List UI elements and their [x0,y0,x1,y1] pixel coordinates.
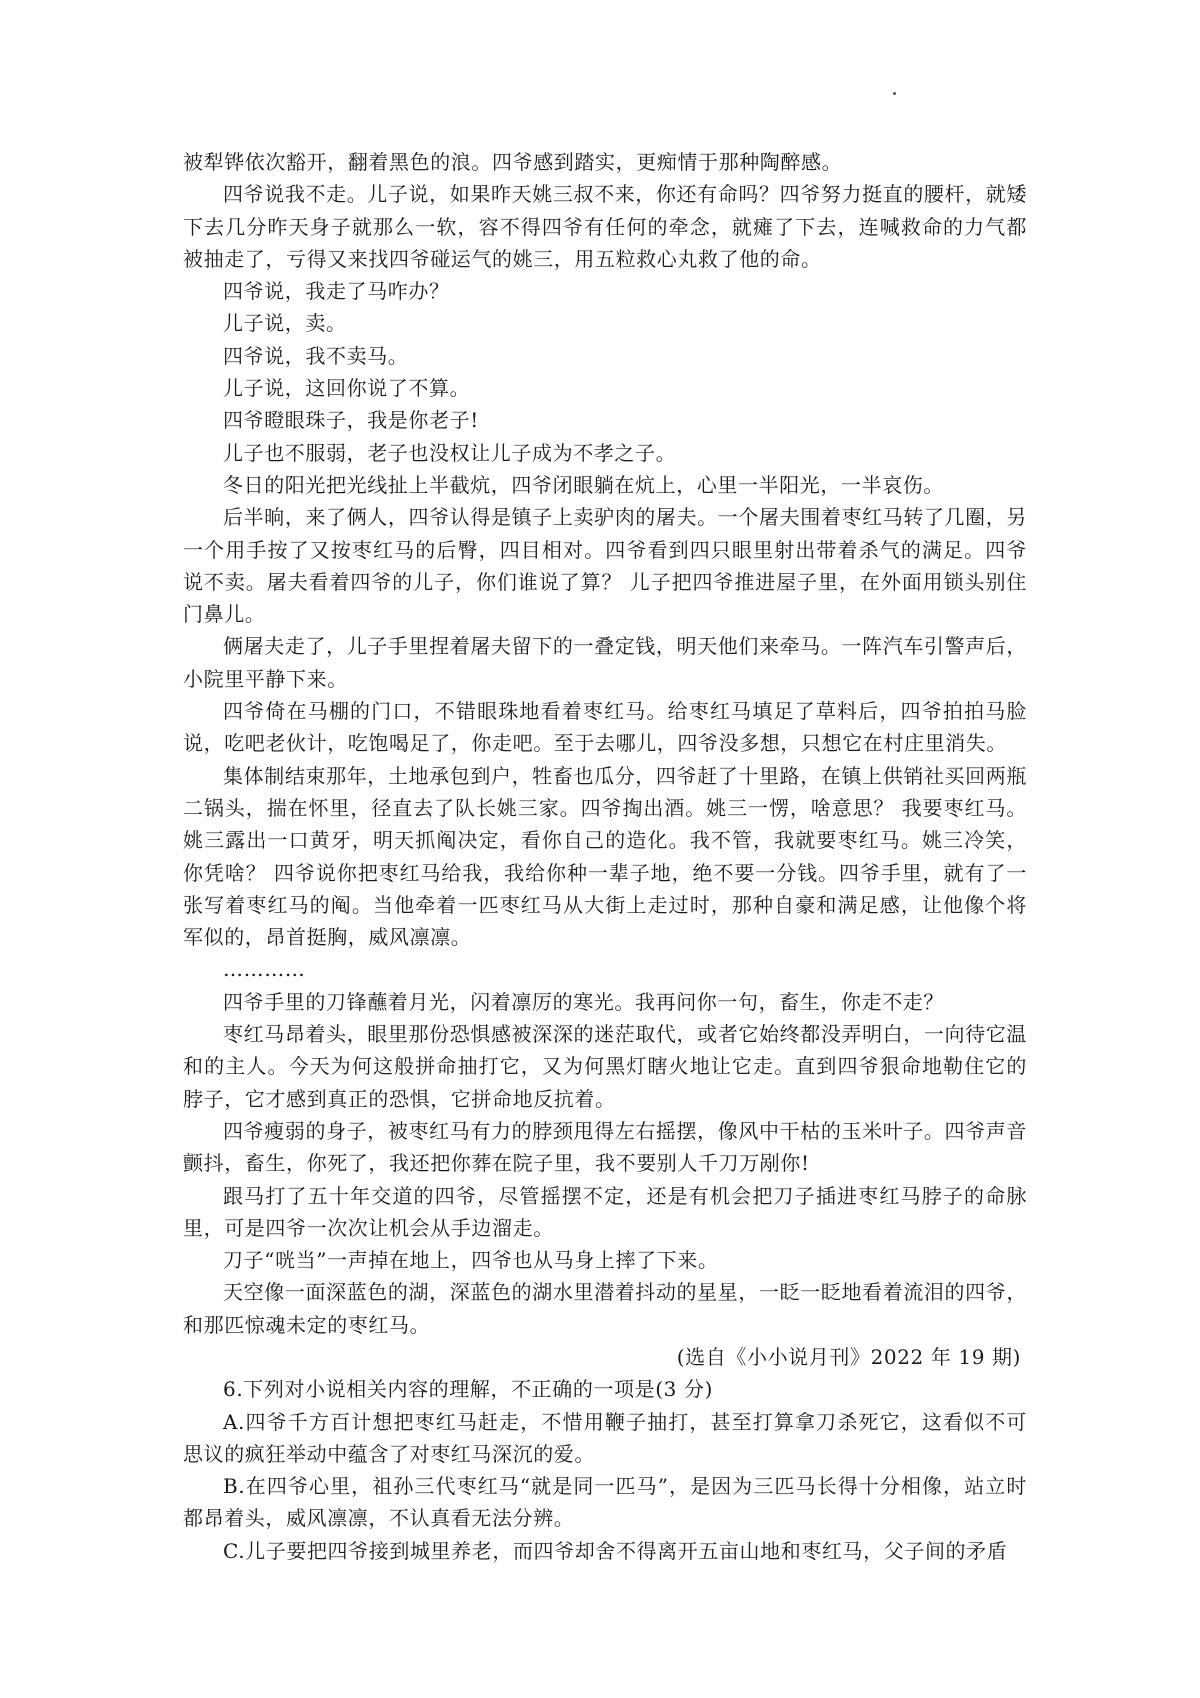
page-mark-dot [893,92,896,95]
question-option-a: A.四爷千方百计想把枣红马赶走，不惜用鞭子抽打，甚至打算拿刀杀死它，这看似不可思议的疯狂举动中蕴含了对枣红马深沉的爱。 [183,1409,1027,1466]
paragraph: 刀子“咣当”一声掉在地上，四爷也从马身上摔了下来。 [223,1248,719,1273]
paragraph: 天空像一面深蓝色的湖，深蓝色的湖水里潜着抖动的星星，一眨一眨地看着流泪的四爷，和那匹惊魂未定的枣红马。 [183,1280,1027,1337]
article-body [183,146,1027,1567]
question-stem: 6.下列对小说相关内容的理解，不正确的一项是(3 分) [223,1377,713,1402]
paragraph: 枣红马昂着头，眼里那份恐惧感被深深的迷茫取代，或者它始终都没弄明白，一向待它温和的主人。今天为何这般拼命抽打它，又为何黑灯瞎火地让它走。直到四爷狠命地勒住它的脖子，它才感到真正的恐惧，它拼命地反抗着。 [183,1022,1027,1111]
paragraph: 冬日的阳光把光线扯上半截炕，四爷闭眼躺在炕上，心里一半阳光，一半哀伤。 [223,472,944,497]
paragraph: 集体制结束那年，土地承包到户，牲畜也瓜分，四爷赶了十里路，在镇上供销社买回两瓶二锅头，揣在怀里，径直去了队长姚三家。四爷掏出酒。姚三一愣，啥意思？ 我要枣红马。姚三露出一口黄牙，明天抓阄决定，看你自己的造化。我不管，我就要枣红马。姚三冷笑，你凭啥？ 四爷说你把枣红马给我，我给你种一辈子地，绝不要一分钱。四爷手里，就有了一张写着枣红马的阄。当他牵着一匹枣红马从大街上走过时，那种自豪和满足感，让他像个将军似的，昂首挺胸，威风凛凛。 [183,763,1027,950]
paragraph: 儿子说，这回你说了不算。 [223,376,471,401]
paragraph: 被犁铧依次豁开，翻着黑色的浪。四爷感到踏实，更痴情于那种陶醉感。 [183,150,843,174]
paragraph: 四爷说，我不卖马。 [223,343,409,368]
paragraph: 四爷手里的刀锋蘸着月光，闪着凛厉的寒光。我再问你一句，畜生，你走不走？ [223,989,944,1014]
paragraph: 四爷倚在马棚的门口，不错眼珠地看着枣红马。给枣红马填足了草料后，四爷拍拍马脸说，吃吧老伙计，吃饱喝足了，你走吧。至于去哪儿，四爷没多想，只想它在村庄里消失。 [183,699,1027,756]
paragraph: 后半晌，来了俩人，四爷认得是镇子上卖驴肉的屠夫。一个屠夫围着枣红马转了几圈，另一个用手按了又按枣红马的后臀，四目相对。四爷看到四只眼里射出带着杀气的满足。四爷说不卖。屠夫看着四爷的儿子，你们谁说了算？ 儿子把四爷推进屋子里，在外面用锁头别住门鼻儿。 [183,505,1027,627]
paragraph: 四爷说我不走。儿子说，如果昨天姚三叔不来，你还有命吗？四爷努力挺直的腰杆，就矮下去几分昨天身子就那么一软，容不得四爷有任何的牵念，就瘫了下去，连喊救命的力气都被抽走了，亏得又来找四爷碰运气的姚三，用五粒救心丸救了他的命。 [183,182,1027,271]
paragraph: 四爷瘦弱的身子，被枣红马有力的脖颈甩得左右摇摆，像风中干枯的玉米叶子。四爷声音颤抖，畜生，你死了，我还把你葬在院子里，我不要别人千刀万剐你! [183,1118,1027,1176]
paragraph: 四爷说，我走了马咋办？ [223,279,450,304]
ellipsis-break: ………… [223,957,306,982]
question-option-c: C.儿子要把四爷接到城里养老，而四爷却舍不得离开五亩山地和枣红马，父子间的矛盾 [223,1538,1008,1563]
paragraph: 俩屠夫走了，儿子手里捏着屠夫留下的一叠定钱，明天他们来牵马。一阵汽车引警声后，小院里平静下来。 [183,634,1027,691]
paragraph: 儿子也不服弱，老子也没权让儿子成为不孝之子。 [223,440,677,465]
question-option-b: B.在四爷心里，祖孙三代枣红马“就是同一匹马”，是因为三匹马长得十分相像，站立时都昂着头，威风凛凛，不认真看无法分辨。 [183,1474,1027,1531]
paragraph: 跟马打了五十年交道的四爷，尽管摇摆不定，还是有机会把刀子插进枣红马脖子的命脉里，可是四爷一次次让机会从手边溜走。 [183,1183,1027,1240]
paragraph: 四爷瞪眼珠子，我是你老子! [223,408,479,433]
source-citation: (选自《小小说月刊》2022 年 19 期) [676,1344,1021,1369]
paragraph: 儿子说，卖。 [223,311,347,336]
